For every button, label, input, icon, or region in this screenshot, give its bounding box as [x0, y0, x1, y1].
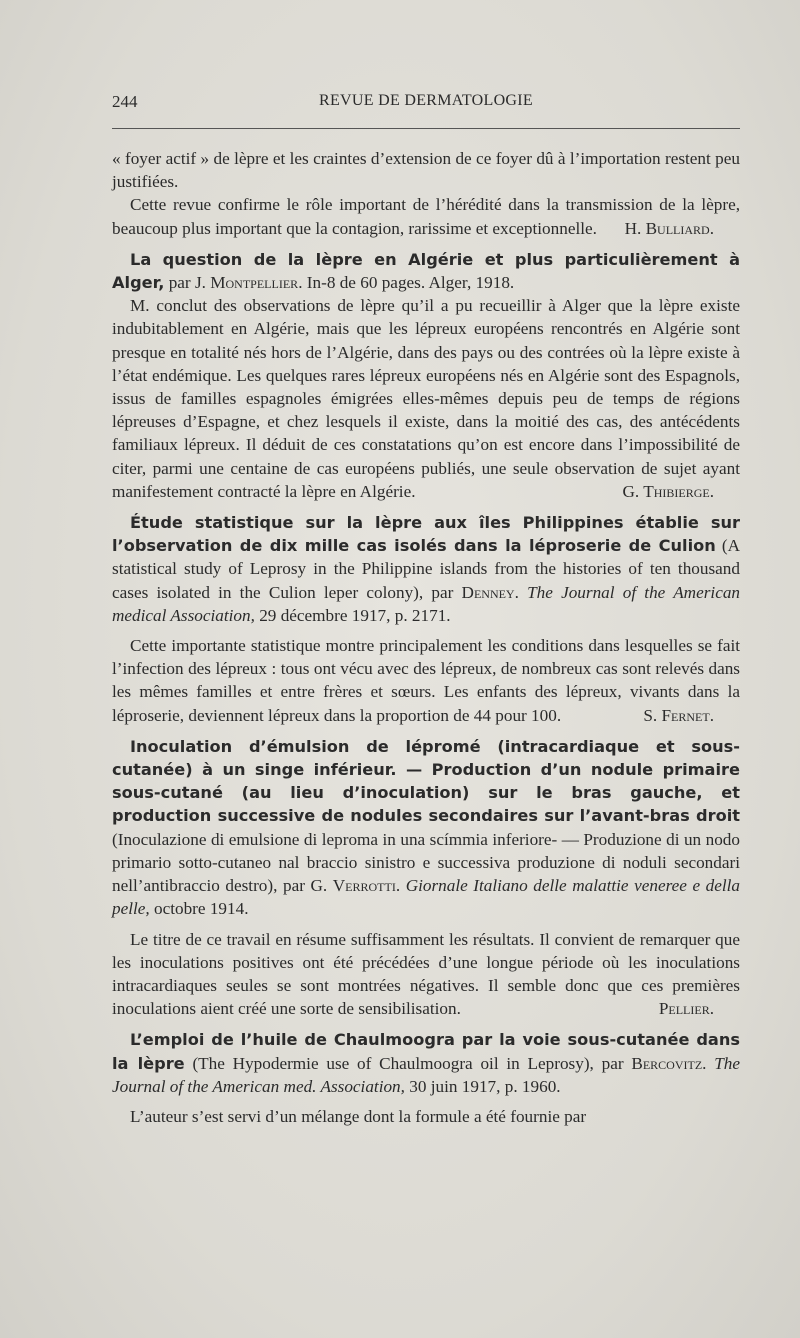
- entry-journal: The Journal of the American medical Association,: [112, 582, 741, 625]
- entry-journal: Giornale Italiano delle malattie veneree e della pelle,: [112, 876, 741, 919]
- entry-author: Bercovitz: [631, 1053, 703, 1073]
- running-head: REVUE DE DERMATOLOGIE: [319, 92, 533, 109]
- entry-author: Montpellier: [210, 273, 299, 293]
- review-entry-philippines: [112, 511, 740, 627]
- paragraph-text: Cette revue confirme le rôle important de l’hérédité dans la transmission de la lèpre, beaucoup plus important que la contagion, rarissime et exceptionnelle.: [112, 195, 740, 238]
- review-entry-chaulmoogra: [112, 1028, 740, 1098]
- review-entry-inoculation: [112, 735, 740, 921]
- paragraph-text: M. conclut des observations de lèpre qu’il a pu recueillir à Alger que la lèpre existe indubitablement en Algérie, mais que les lépreux européens rencontrés en Algérie sont presque en totalité nés hors de l’Algérie, dans des pays ou des contrées où la lèpre existe à l’état endémique. Les quelques rares lépreux européens nés en Algérie sont des Espagnols, issus de familles espagnoles émigrées elles-mêmes depuis peu de temps de régions lépreuses d’Espagne, et chez lesquels il existe, dans la moitié des cas, des antécédents familiaux lépreux. Il déduit de ces constatations qu’on est encore dans l’impossibilité de citer, parmi une centaine de cas européens publiés, une seule observation de sujet ayant manifestement contracté la lèpre en Algérie.: [112, 296, 740, 501]
- entry-original-title: (The Hypodermie use of Chaulmoogra oil in Leprosy), par: [184, 1053, 632, 1073]
- entry-author: Denney: [461, 582, 515, 602]
- entry-date: octobre 1914.: [149, 899, 249, 919]
- entry-title: La question de la lèpre en Algérie et plus particulièrement à Alger,: [112, 249, 740, 293]
- reviewer-signature: H. Bulliard.: [624, 218, 714, 238]
- review-entry-algerie: [112, 248, 740, 294]
- entry-author: Verrotti: [332, 876, 396, 896]
- entry-title: Étude statistique sur la lèpre aux îles Philippines établie sur l’observation de dix mille cas isolés dans la léproserie de Culion: [112, 513, 740, 556]
- paragraph-text: Le titre de ce travail en résume suffisamment les résultats. Il convient de remarquer que les inoculations positives ont été précédées d’une longue période où les inoculations intracardiaques seules se sont montrées négatives. Il semble donc que ces premières inoculations aient créé une sorte de sensibilisation.: [112, 929, 740, 1019]
- page-header: [112, 92, 740, 116]
- entry-title: Inoculation d’émulsion de lépromé (intracardiaque et sous-cutanée) à un singe inférieur. — Production d’un nodule primaire sous-cutané (au lieu d’inoculation) sur le bras gauche, et production successive de nodules secondaires sur l’avant-bras droit: [112, 736, 740, 826]
- review-paragraph-heredity: [112, 193, 740, 239]
- entry-original-title: (Inoculazione di emulsione di leproma in una scímmia inferiore- — Produzione di un nodo primario sotto-cutaneo nal braccio sinistro e successiva produzione di noduli secondari nell’antibraccio destro), par G.: [112, 829, 740, 896]
- entry-title: L’emploi de l’huile de Chaulmoogra par la voie sous-cutanée dans la lèpre: [112, 1030, 740, 1073]
- reviewer-signature: S. Fernet.: [643, 705, 714, 725]
- entry-separator: .: [514, 582, 528, 602]
- review-paragraph-philippines: [112, 634, 740, 727]
- entry-by: par J.: [164, 273, 211, 293]
- article-body: [112, 147, 740, 1128]
- paragraph-text: « foyer actif » de lèpre et les craintes d’extension de ce foyer dû à l’importation restent peu justifiées.: [112, 149, 740, 192]
- paragraph-continuation: [112, 147, 740, 193]
- page-number: 244: [112, 92, 138, 111]
- header-rule: [112, 128, 740, 129]
- paragraph-text: L’auteur s’est servi d’un mélange dont la formule a été fournie par: [130, 1106, 587, 1126]
- review-paragraph-algerie: [112, 294, 740, 503]
- reviewer-signature: G. Thibierge.: [622, 481, 714, 501]
- entry-journal: The Journal of the American med. Association,: [112, 1053, 741, 1096]
- entry-publication: . In-8 de 60 pages. Alger, 1918.: [298, 273, 515, 293]
- entry-date: 30 juin 1917, p. 1960.: [404, 1076, 561, 1096]
- review-paragraph-chaulmoogra: [112, 1105, 740, 1128]
- paragraph-text: Cette importante statistique montre principalement les conditions dans lesquelles se fait l’infection des lépreux : tous ont vécu avec des lépreux, de nombreux cas sont relevés dans les mêmes familles et entre frères et sœurs. Les enfants des lépreux, vivants dans la léproserie, deviennent lépreux dans la proportion de 44 pour 100.: [112, 636, 740, 725]
- review-paragraph-inoculation: [112, 928, 740, 1021]
- entry-separator: .: [702, 1053, 715, 1073]
- entry-original-title: (A statistical study of Leprosy in the Philippine islands from the histories of ten thousand cases isolated in the Culion leper colony), par: [112, 536, 740, 602]
- entry-separator: .: [395, 876, 406, 896]
- entry-date: 29 décembre 1917, p. 2171.: [254, 605, 451, 625]
- reviewer-signature: Pellier.: [658, 999, 714, 1019]
